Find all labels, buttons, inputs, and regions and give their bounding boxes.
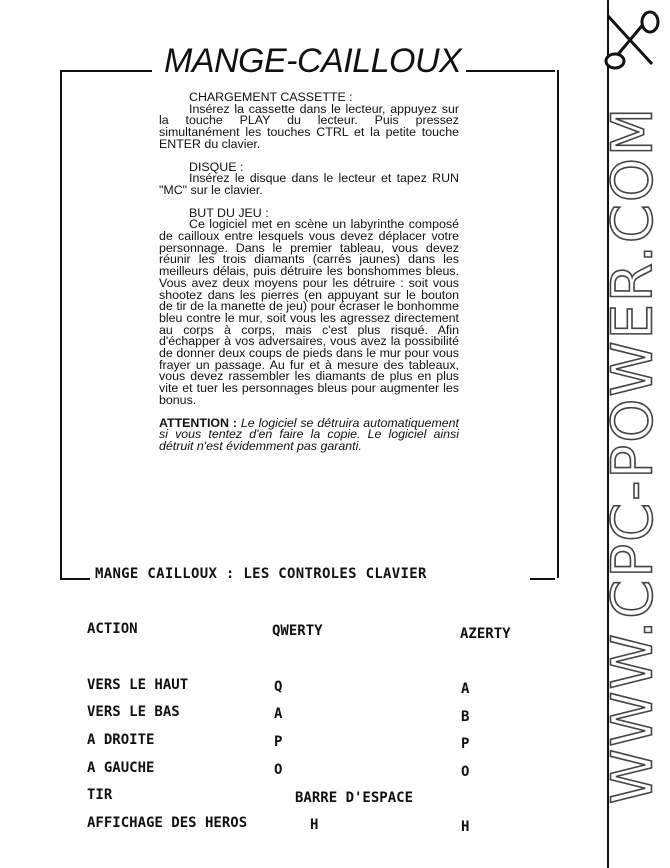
- cassette-heading: CHARGEMENT CASSETTE :: [189, 90, 353, 104]
- frame-bottom-rule-left: [60, 578, 90, 580]
- row-up-azerty: A: [461, 681, 470, 697]
- controls-title: MANGE CAILLOUX : LES CONTROLES CLAVIER: [95, 566, 427, 582]
- cassette-section: [159, 92, 459, 151]
- row-right-qwerty: P: [274, 734, 283, 750]
- row-down-qwerty: A: [274, 706, 283, 722]
- row-fire-keys: BARRE D'ESPACE: [295, 790, 414, 806]
- row-up-qwerty: Q: [274, 679, 283, 695]
- row-heroes-action: AFFICHAGE DES HEROS: [87, 815, 248, 831]
- cassette-body: Insérez la cassette dans le lecteur, appuyez sur la touche PLAY du lecteur. Puis pressez simultanément les touches CTRL et la petite touche ENTER du clavier.: [159, 101, 459, 151]
- row-heroes-azerty: H: [461, 819, 470, 835]
- row-right-action: A DROITE: [87, 732, 155, 748]
- header-action: ACTION: [87, 621, 138, 637]
- frame-top-rule-right: [466, 70, 555, 72]
- row-left-azerty: O: [461, 764, 470, 780]
- but-section: [159, 205, 459, 407]
- attention-label: ATTENTION :: [159, 415, 237, 430]
- disque-section: [159, 159, 459, 197]
- row-left-action: A GAUCHE: [87, 760, 155, 776]
- header-azerty: AZERTY: [460, 626, 511, 642]
- disque-body: Insérez le disque dans le lecteur et tapez RUN "MC" sur le clavier.: [159, 171, 459, 197]
- row-right-azerty: P: [461, 736, 470, 752]
- page-title: MANGE-CAILLOUX: [164, 42, 462, 80]
- attention-note: [159, 415, 459, 453]
- scissors-icon: [600, 6, 660, 76]
- row-up-action: VERS LE HAUT: [87, 677, 189, 693]
- header-qwerty: QWERTY: [272, 623, 323, 639]
- instructions: [159, 92, 459, 453]
- row-down-action: VERS LE BAS: [87, 704, 180, 720]
- row-down-azerty: B: [461, 709, 470, 725]
- attention-text: Le logiciel se détruira automatiquement si vous tentez d'en faire la copie. Le logiciel ainsi détruit n'est évidemment pas garanti.: [159, 415, 459, 453]
- but-heading: BUT DU JEU :: [189, 205, 269, 220]
- frame-top-rule-left: [60, 70, 152, 72]
- disque-heading: DISQUE :: [189, 159, 244, 174]
- row-left-qwerty: O: [274, 762, 283, 778]
- frame-bottom-rule-right: [530, 578, 555, 580]
- watermark-text: WWW.CPC-POWER.COM: [600, 105, 666, 805]
- row-fire-action: TIR: [87, 787, 113, 803]
- but-body: Ce logiciel met en scène un labyrinthe composé de cailloux entre lesquels vous devez déplacer votre personnage. Dans le premier tableau, vous devez réunir les trois diamants (carrés jaunes) dans les meilleurs délais, puis détruire les bonshommes bleus. Vous avez deux moyens pour les détruire : soit vous shootez dans les pierres (en appuyant sur le bouton de tir de la manette de jeu) pour écraser le bonhomme bleu contre le mur, soit vous les agressez directement au corps à corps, mais c'est plus risqué. Afin d'échapper à vos adversaires, vous avez la possibilité de donner deux coups de pieds dans le mur pour vous frayer un passage. Au fur et à mesure des tableaux, vous devez rassembler les diamants de plus en plus vite et tuer les personnages bleus pour augmenter les bonus.: [159, 217, 459, 407]
- row-heroes-qwerty: H: [310, 817, 319, 833]
